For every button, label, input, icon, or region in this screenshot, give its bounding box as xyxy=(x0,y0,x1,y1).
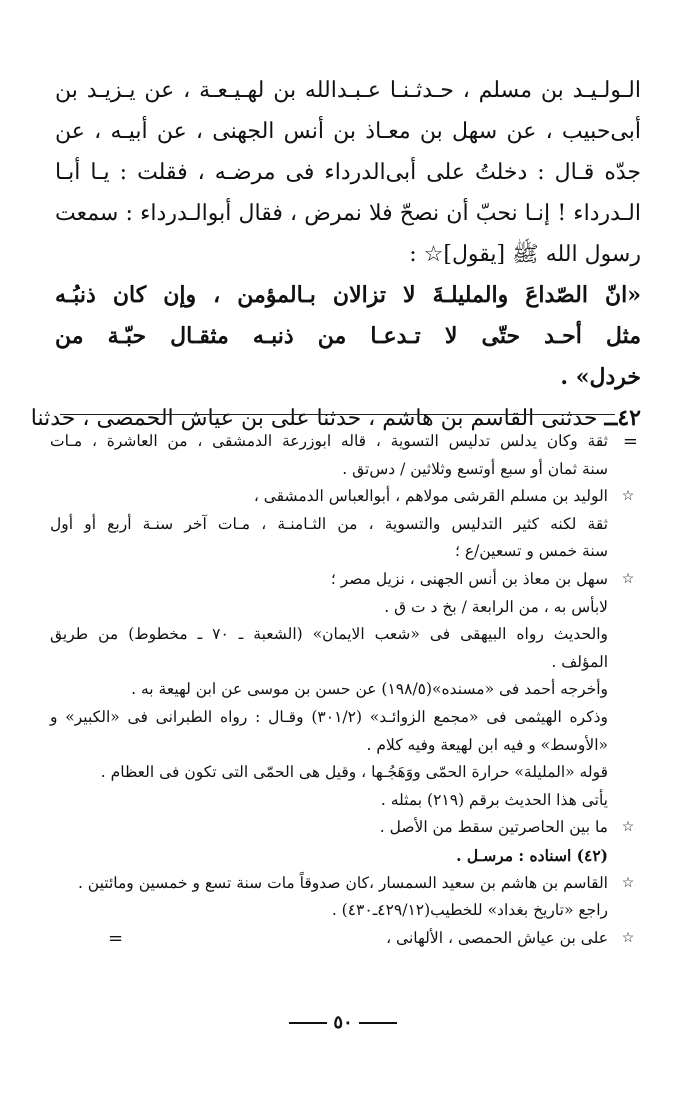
footnote-line xyxy=(50,456,608,484)
footnote-line xyxy=(50,897,608,925)
hadith-number: ٤٢ xyxy=(617,405,641,431)
footnote-line xyxy=(50,649,608,677)
hadith-text-line-2: مثل أحـد حتّى لا تـدعـا من ذنبـه مثقـال حبّـة من xyxy=(55,323,641,349)
star-marker: ☆ xyxy=(621,488,635,505)
page-number-dash xyxy=(289,1022,327,1024)
footnote-line xyxy=(50,538,608,566)
footnotes xyxy=(50,428,638,952)
hadith-dash: ــ xyxy=(604,405,618,431)
footnote-line xyxy=(50,511,608,539)
main-line-3: جدّه قـال : دخلتُ على أبى‌الدرداء فى مرضـه ، فقلت : يـا أبـا xyxy=(55,160,641,185)
page-number xyxy=(0,1012,686,1033)
footnote-line xyxy=(50,704,608,732)
footnote-text: المؤلف . xyxy=(551,652,608,671)
footnote-line xyxy=(50,676,608,704)
footnote-text: على بن عياش الحمصى ، الألهانى ، xyxy=(386,928,608,947)
footnote-text: وأخرجه أحمد فى «مسنده»(١٩٨/٥) عن حسن بن موسى عن ابن لهيعة به . xyxy=(131,680,608,699)
hadith-text-line-3: خردل» . xyxy=(560,364,641,390)
footnote-text: ثقة لكنه كثير التدليس والتسوية ، من الثـامنـة ، مـات آخر سنـة أربع أو أول xyxy=(50,514,608,533)
star-marker: ☆ xyxy=(621,819,635,836)
footnote-text: لابأس به ، من الرابعة / بخ د ت ق . xyxy=(384,597,608,616)
footnote-text: سهل بن معاذ بن أنس الجهنى ، نزيل مصر ؛ xyxy=(330,569,608,588)
footnote-text: سنة ثمان أو سبع أوتسع وثلاثين / دس‌تق . xyxy=(342,459,608,478)
star-marker: ☆ xyxy=(621,570,635,587)
footnote-line xyxy=(50,428,638,456)
footnote-line xyxy=(50,759,608,787)
footnote-line xyxy=(50,842,608,870)
footnote-line xyxy=(50,566,635,594)
footnote-text: سنة خمس و تسعين/ع ؛ xyxy=(455,542,608,561)
footnote-text: (٤٢) اسناده : مرسـل . xyxy=(456,845,608,865)
footnote-line xyxy=(50,621,608,649)
main-line-1: الـولـيـد بن مسلم ، حـدثـنـا عـبـدالله بن لهـيـعـة ، عن يـزيـد بن xyxy=(55,78,641,103)
main-line-5: رسول الله ﷺ [يقول]☆ : xyxy=(409,242,641,267)
footnote-text: قوله «المليلة» حرارة الحمّى ووَهَجُـها ، وقيل هى الحمّى التى تكون فى العظام . xyxy=(100,763,608,782)
footnote-line xyxy=(50,870,635,898)
footnote-line xyxy=(50,787,608,815)
footnote-text: والحديث رواه البيهقى فى «شعب الايمان» (الشعبة ـ ٧٠ ـ مخطوط) من طريق xyxy=(50,625,608,644)
main-line-2: أبى‌حبيب ، عن سهل بن معـاذ بن أنس الجهنى ، عن أبيـه ، عن xyxy=(55,119,641,144)
footnote-line xyxy=(50,925,635,953)
hadith-text-line-1: «انّ الصّداعَ والمليلـةَ لا تزالان بـالمؤمن ، وإن كان ذنبُـه xyxy=(55,282,641,308)
footnote-text: وذكره الهيثمى فى «مجمع الزوائـد» (٣٠١/٢) وقـال : رواه الطبرانى فى «الكبير» و xyxy=(50,707,608,726)
main-line-4: الـدرداء ! إنـا نحبّ أن نصحّ فلا نمرض ، فقال أبوالـدرداء : سمعت xyxy=(55,201,641,226)
footnote-line xyxy=(50,483,635,511)
continuation-marker: = xyxy=(622,431,638,452)
footnote-text: ثقة وكان يدلس تدليس التسوية ، قاله ابوزرعة الدمشقى ، من العاشرة ، مـات xyxy=(50,432,608,450)
footnote-text: ما بين الحاصرتين سقط من الأصل . xyxy=(379,818,608,837)
main-text xyxy=(30,70,641,439)
footnote-line xyxy=(50,594,608,622)
footnote-line xyxy=(50,814,635,842)
star-marker: ☆ xyxy=(621,874,635,891)
continuation-marker: = xyxy=(108,927,124,949)
hadith-42-text: حدثنى القاسم بن هاشم ، حدثنا على بن عياش الحمصى ، حدثنا xyxy=(30,406,598,431)
footnote-text: الوليد بن مسلم القرشى مولاهم ، أبوالعباس الدمشقى ، xyxy=(253,487,608,506)
footnote-text: القاسم بن هاشم بن سعيد السمسار ،كان صدوقاً مات سنة تسع و خمسين ومائتين . xyxy=(77,873,608,892)
page-number-text: ٥٠ xyxy=(333,1012,353,1033)
footnote-text: «الأوسط» و فيه ابن لهيعة وفيه كلام . xyxy=(366,735,608,754)
footnote-separator xyxy=(60,414,615,415)
footnote-text: راجع «تاريخ بغداد» للخطيب(٤٢٩/١٢ـ٤٣٠) . xyxy=(331,901,608,920)
footnote-text: يأتى هذا الحديث برقم (٢١٩) بمثله . xyxy=(380,790,608,809)
footnote-line xyxy=(50,732,608,760)
page-number-dash xyxy=(359,1022,397,1024)
star-marker: ☆ xyxy=(621,929,635,946)
